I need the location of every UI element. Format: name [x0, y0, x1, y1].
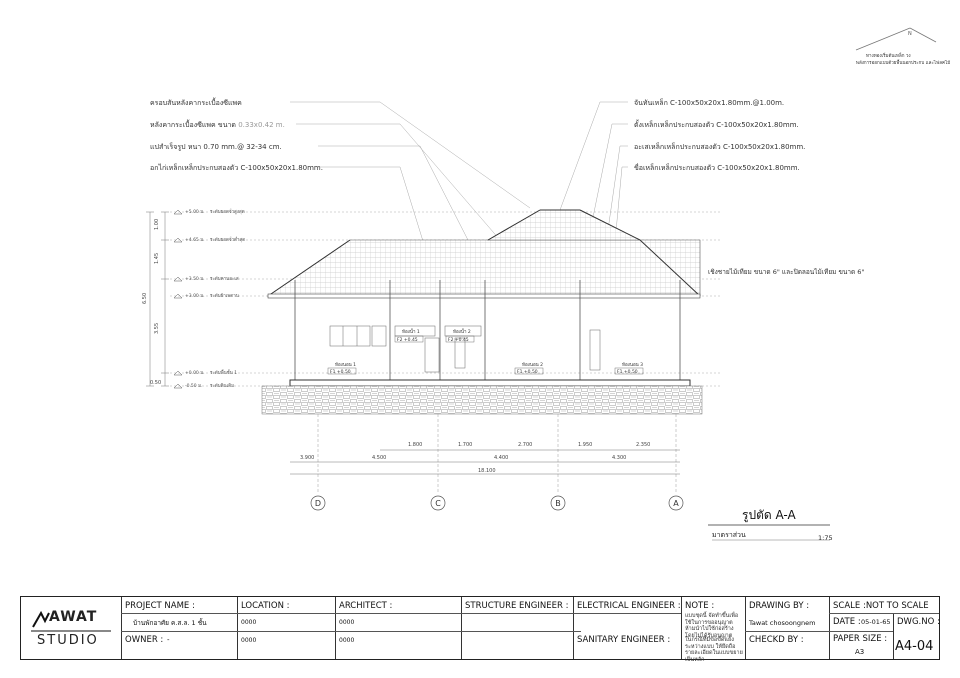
- scale-note: SCALE :NOT TO SCALE: [833, 601, 929, 611]
- svg-text:ระดับฝ้าเพดาน: ระดับฝ้าเพดาน: [210, 294, 239, 299]
- grid-label-b: B: [555, 499, 561, 508]
- hdim-total: 18.100: [478, 468, 496, 474]
- paper-size-label: PAPER SIZE :: [833, 634, 888, 644]
- svg-text:ห้องนอน 3: ห้องนอน 3: [622, 363, 644, 368]
- project-name-value: บ้านพักอาศัย ค.ส.ล. 1 ชั้น: [133, 619, 207, 627]
- grid-label-c: C: [435, 499, 441, 508]
- note-left-4: อกไก่เหล็กเหล็กประกบสองตัว C-100x50x20x1.80mm.: [150, 164, 323, 172]
- note-label: NOTE :: [685, 601, 715, 611]
- svg-text:+3.00 ม.: +3.00 ม.: [185, 294, 205, 299]
- svg-text:ห้องนอน 2: ห้องนอน 2: [522, 363, 544, 368]
- architect-label: ARCHITECT :: [339, 601, 393, 611]
- note-text-2: ในกรณีที่มีข้อขัดแย้งระหว่างแบบ ให้ยึดถือรายละเอียดในแบบขยายเป็นหลัก: [685, 637, 743, 663]
- studio-logo: [27, 605, 117, 653]
- hdim-top-2: 1.700: [458, 442, 473, 448]
- level-mark-1: [174, 208, 245, 215]
- dwg-no-value: A4-04: [895, 639, 934, 654]
- vdim-3: 3.55: [154, 322, 160, 334]
- project-name-label: PROJECT NAME :: [125, 601, 195, 611]
- grid-label-a: A: [673, 499, 679, 508]
- date-label: DATE :: [833, 617, 861, 627]
- svg-text:N: N: [908, 31, 912, 37]
- date-value: 05-01-65: [861, 618, 891, 626]
- svg-text:-0.50 ม.: -0.50 ม.: [185, 384, 203, 389]
- svg-text:+5.00 ม.: +5.00 ม.: [185, 210, 205, 215]
- north-note-1: ทางทองเริ่มต้นเหล็ก วง: [866, 54, 911, 59]
- hdim-bottom-2: 4.500: [372, 455, 387, 461]
- vdim-total: 6.50: [142, 292, 148, 304]
- level-mark-5: [174, 369, 237, 376]
- logo-bottom-text: STUDIO: [37, 633, 99, 648]
- location-label: LOCATION :: [241, 601, 290, 611]
- note-text-1: แบบชุดนี้ จัดทำขึ้นเพื่อใช้ในการขออนุญาต ห้ามนำไปใช้ก่อสร้างโดยไม่ได้รับอนุญาต: [685, 613, 739, 639]
- note-left-3: แปสำเร็จรูป หนา 0.70 mm.@ 32-34 cm.: [150, 143, 282, 151]
- svg-text:ระดับคานอะเส: ระดับคานอะเส: [210, 277, 239, 282]
- svg-text:F1 +0.50: F1 +0.50: [517, 370, 538, 375]
- hdim-bottom-4: 4.300: [612, 455, 627, 461]
- svg-text:ห้องน้ำ 1: ห้องน้ำ 1: [402, 330, 420, 335]
- vdim-4: 0.50: [150, 380, 162, 386]
- title-block: [20, 596, 940, 663]
- owner-value: -: [167, 636, 170, 644]
- level-mark-2: [174, 236, 245, 243]
- logo-top-text: AWAT: [49, 609, 98, 625]
- svg-text:F1 +0.50: F1 +0.50: [330, 370, 351, 375]
- vdim-1: 1.00: [154, 218, 160, 230]
- section-title: รูปตัด A-A: [742, 508, 796, 522]
- structure-engineer-label: STRUCTURE ENGINEER :: [465, 601, 569, 611]
- checkd-by-label: CHECKD BY :: [749, 635, 804, 645]
- note-right-2: ตั้งเหล็กเหล็กประกบสองตัว C-100x50x20x1.80mm.: [634, 121, 799, 129]
- note-right-1: จันทันเหล็ก C-100x50x20x1.80mm.@1.00m.: [634, 99, 785, 107]
- note-right-3: อะเสเหล็กเหล็กประกบสองตัว C-100x50x20x1.80mm.: [634, 143, 806, 151]
- drawing-by-label: DRAWING BY :: [749, 601, 810, 611]
- svg-text:F2 +0.45: F2 +0.45: [397, 338, 418, 343]
- hdim-bottom-3: 4.400: [494, 455, 509, 461]
- electrical-engineer-label: ELECTRICAL ENGINEER :: [577, 601, 681, 611]
- svg-text:+4.65 ม.: +4.65 ม.: [185, 238, 205, 243]
- note-left-2-size: 0.33x0.42 m.: [238, 121, 285, 129]
- svg-text:+3.50 ม.: +3.50 ม.: [185, 277, 205, 282]
- svg-text:ระดับดินเดิม: ระดับดินเดิม: [210, 384, 235, 389]
- hdim-top-4: 1.950: [578, 442, 593, 448]
- svg-text:ระดับยอดจั่วต่ำสุด: ระดับยอดจั่วต่ำสุด: [210, 238, 246, 243]
- svg-text:ห้องน้ำ 2: ห้องน้ำ 2: [453, 330, 471, 335]
- scale-label: มาตราส่วน: [712, 531, 746, 539]
- owner-label: OWNER :: [125, 635, 164, 645]
- dwg-no-label: DWG.NO :: [897, 617, 940, 627]
- roof-ridge: [488, 210, 640, 240]
- svg-text:F1 +0.50: F1 +0.50: [617, 370, 638, 375]
- svg-text:ระดับยอดจั่วสูงสุด: ระดับยอดจั่วสูงสุด: [210, 210, 245, 215]
- architect-value-2: 0000: [339, 637, 355, 644]
- scale-value: 1:75: [818, 534, 833, 542]
- svg-text:ระดับพื้นชั้น 1: ระดับพื้นชั้น 1: [210, 371, 238, 376]
- note-right-4: ขื่อเหล็กเหล็กประกบสองตัว C-100x50x20x1.80mm.: [634, 164, 800, 172]
- hdim-top-1: 1.800: [408, 442, 423, 448]
- architect-value-1: 0000: [339, 619, 355, 626]
- sanitary-engineer-label: SANITARY ENGINEER :: [577, 635, 671, 645]
- north-note-2: พลังการออกแบบด้วยพื้นนอกประกบ และไฟลคไม้: [856, 61, 951, 66]
- vdim-2: 1.45: [154, 252, 160, 264]
- drawing-by-value: Tawat chosoongnem: [749, 619, 816, 627]
- roof-main: [268, 240, 700, 296]
- location-value-1: 0000: [241, 619, 257, 626]
- location-value-2: 0000: [241, 637, 257, 644]
- eave-note: เชิงชายไม้เทียม ขนาด 6" และปิดลอนไม้เทียม ขนาด 6": [708, 268, 865, 276]
- hdim-top-5: 2.350: [636, 442, 651, 448]
- paper-size-value: A3: [855, 648, 865, 656]
- hdim-bottom-1: 3.900: [300, 455, 315, 461]
- svg-text:+0.00 ม.: +0.00 ม.: [185, 371, 205, 376]
- note-left-1: ครอบสันหลังคากระเบื้องซีแพค: [150, 99, 242, 107]
- note-left-2: หลังคากระเบื้องซีแพค ขนาด 0.33x0.42 m.: [150, 121, 285, 129]
- svg-text:ห้องนอน 1: ห้องนอน 1: [335, 363, 357, 368]
- hdim-top-3: 2.700: [518, 442, 533, 448]
- grid-label-d: D: [314, 499, 322, 508]
- svg-text:F2 +0.45: F2 +0.45: [448, 338, 469, 343]
